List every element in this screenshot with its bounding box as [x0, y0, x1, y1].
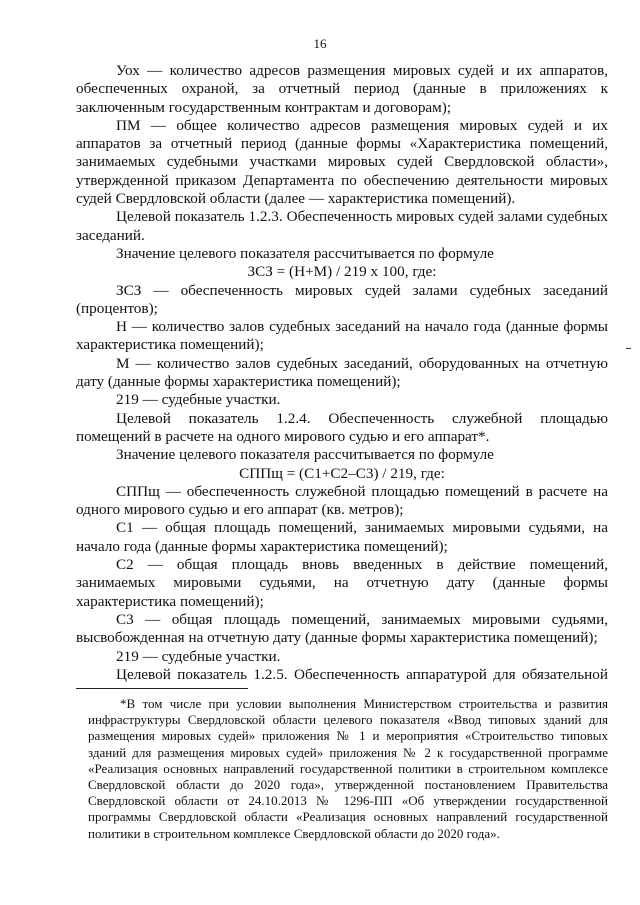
footnote-text: *В том числе при условии выполнения Министерством строительства и развития инфраструктуры Свердловской области целевого показателя «Ввод типовых зданий для размещения мировых судей» приложения № 1 и мероприятия «Строительство типовых зданий для размещения мировых судей» приложения № 2 к государственной программе «Реализация основных направлений государственной политики в строительном комплексе Свердловской области до 2020 года», утвержденной постановлением Правительства Свердловской области от 24.10.2013 № 1296-ПП «Об утверждении государственной программы Свердловской области «Реализация основных направлений государственной политики в строительном комплексе Свердловской области до 2020 года». — [88, 696, 608, 841]
paragraph-n-definition: Н — количество залов судебных заседаний на начало года (данные формы характеристика помещений); — [76, 318, 608, 354]
paragraph-c2-definition: С2 — общая площадь вновь введенных в действие помещений, занимаемых мировыми судьями, на отчетную дату (данные формы характеристика помещений); — [76, 556, 608, 610]
paragraph-uox-definition: Уох — количество адресов размещения мировых судей и их аппаратов, обеспеченных охраной, за отчетный период (данные в приложениях к заключенным государственным контрактам и договорам); — [76, 62, 608, 116]
paragraph-219-definition-2: 219 — судебные участки. — [116, 647, 281, 665]
paragraph-indicator-1-2-5: Целевой показатель 1.2.5. Обеспеченность аппаратурой для обязательной — [116, 665, 608, 683]
paragraph-m-definition: М — количество залов судебных заседаний, оборудованных на отчетную дату (данные формы характеристика помещений); — [76, 354, 608, 391]
paragraph-zsz-definition: ЗСЗ — обеспеченность мировых судей залами судебных заседаний (процентов); — [76, 281, 608, 317]
paragraph-indicator-1-2-4: Целевой показатель 1.2.4. Обеспеченность служебной площадью помещений в расчете на одного мирового судью и его аппарат*. — [76, 409, 608, 445]
paragraph-sppsh-definition: СППщ — обеспеченность служебной площадью помещений в расчете на одного мирового судью и его аппарат (кв. метров); — [76, 482, 608, 519]
page-number: 16 — [313, 36, 327, 51]
footnote-divider — [76, 688, 248, 689]
paragraph-formula-intro-2: Значение целевого показателя рассчитывается по формуле — [116, 446, 494, 464]
paragraph-indicator-1-2-3: Целевой показатель 1.2.3. Обеспеченность мировых судей залами судебных заседаний. — [76, 208, 608, 244]
body-text — [76, 62, 608, 684]
formula-zsz: ЗСЗ = (Н+М) / 219 х 100, где: — [247, 263, 437, 281]
paragraph-pm-definition: ПМ — общее количество адресов размещения мировых судей и их аппаратов за отчетный период (данные формы «Характеристика помещений, занимаемых судебными участками мировых судей Свердловской области», утвержденной приказом Департамента по обеспечению деятельности мировых судей Свердловской области (далее — характеристика помещений). — [76, 116, 608, 208]
paragraph-formula-intro: Значение целевого показателя рассчитывается по формуле — [116, 244, 494, 262]
paragraph-c1-definition: С1 — общая площадь помещений, занимаемых мировыми судьями, на начало года (данные формы характеристика помещений); — [76, 519, 608, 555]
formula-sppsh: СППщ = (С1+С2–С3) / 219, где: — [239, 464, 445, 482]
margin-dash — [626, 348, 631, 349]
footnote — [88, 696, 608, 842]
paragraph-219-definition: 219 — судебные участки. — [116, 391, 281, 409]
paragraph-c3-definition: С3 — общая площадь помещений, занимаемых мировыми судьями, высвобожденная на отчетную дату (данные формы характеристика помещений); — [76, 610, 608, 647]
